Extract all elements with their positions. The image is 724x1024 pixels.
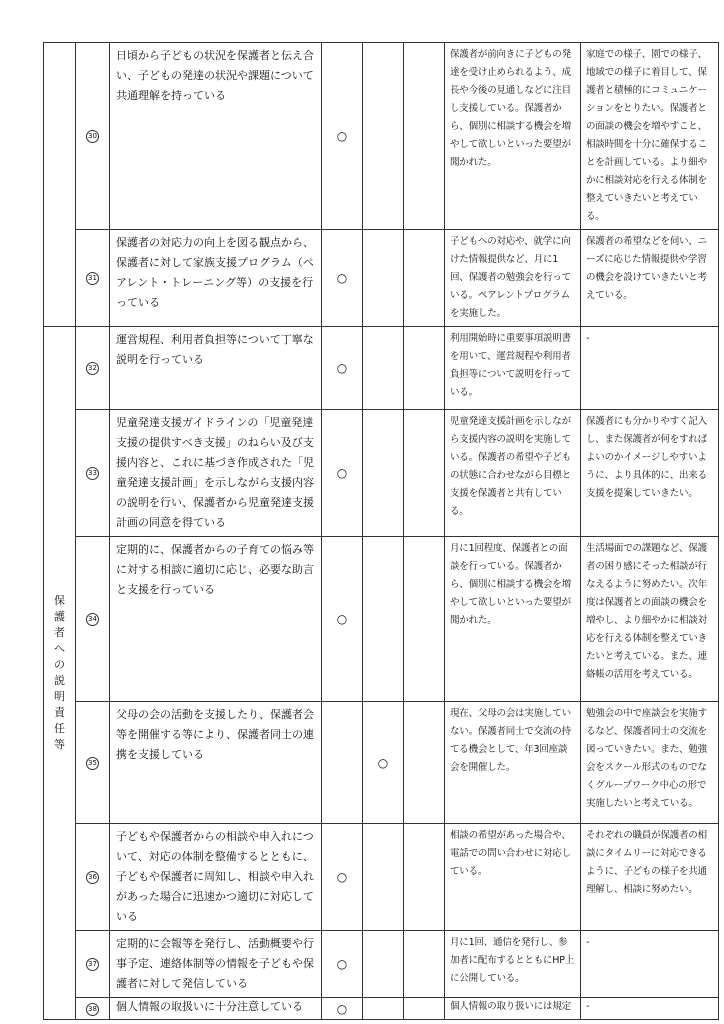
plan-text: 保護者の希望などを伺い、ニーズに応じた情報提供や学習の機会を設けていきたいと考えている。 bbox=[581, 230, 719, 327]
plan-text: 家庭での様子、園での様子、地域での様子に着目して、保護者と積極的にコミュニケーションをとりたい。保護者との面談の機会を増やすこと、相談時間を十分に確保することを計画している。より細やかに相談対応を行える体制を整えていきたいと考えている。 bbox=[581, 43, 719, 230]
partial-mark bbox=[363, 998, 404, 1020]
no-mark bbox=[404, 410, 445, 537]
table-row bbox=[44, 43, 719, 230]
partial-mark bbox=[363, 537, 404, 702]
category-char: 任 bbox=[54, 722, 65, 735]
category-char: 責 bbox=[54, 706, 65, 719]
item-number: 34 bbox=[76, 537, 110, 702]
plan-text: - bbox=[581, 931, 719, 998]
table-row bbox=[44, 230, 719, 327]
item-text: 定期的に会報等を発行し、活動概要や行事予定、連絡体制等の情報を子どもや保護者に対して発信している bbox=[110, 931, 322, 998]
item-text: 児童発達支援ガイドラインの「児童発達支援の提供すべき支援」のねらい及び支援内容と、これに基づき作成された「児童発達支援計画」を示しながら支援内容の説明を行い、保護者から児童発達支援計画の同意を得ている bbox=[110, 410, 322, 537]
category-char: 保 bbox=[54, 594, 65, 607]
no-mark bbox=[404, 327, 445, 410]
item-number: 32 bbox=[76, 327, 110, 410]
no-mark bbox=[404, 824, 445, 931]
category-label bbox=[44, 593, 75, 753]
no-mark bbox=[404, 998, 445, 1020]
partial-mark bbox=[363, 410, 404, 537]
category-char: の bbox=[54, 658, 65, 671]
item-text: 個人情報の取扱いに十分注意している bbox=[110, 998, 322, 1020]
partial-mark bbox=[363, 824, 404, 931]
status-text: 現在、父母の会は実施していない。保護者同士で交流の持てる機会として、年3回座談会を開催した。 bbox=[445, 702, 581, 824]
no-mark bbox=[404, 230, 445, 327]
item-text: 日頃から子どもの状況を保護者と伝え合い、子どもの発達の状況や課題について共通理解を持っている bbox=[110, 43, 322, 230]
yes-mark: ○ bbox=[322, 43, 363, 230]
item-number: 33 bbox=[76, 410, 110, 537]
item-number: 36 bbox=[76, 824, 110, 931]
category-char: 等 bbox=[54, 738, 65, 751]
category-char: 者 bbox=[54, 626, 65, 639]
item-number: 35 bbox=[76, 702, 110, 824]
evaluation-table bbox=[43, 42, 719, 1020]
plan-text: 保護者にも分かりやすく記入し、また保護者が何をすればよいのかイメージしやすいように、より具体的に、出来る支援を提案していきたい。 bbox=[581, 410, 719, 537]
plan-text: それぞれの職員が保護者の相談にタイムリーに対応できるように、子どもの様子を共通理解し、相談に努めたい。 bbox=[581, 824, 719, 931]
table-row bbox=[44, 931, 719, 998]
plan-text: 勉強会の中で座談会を実施するなど、保護者同士の交流を図っていきたい。また、勉強会をスクール形式のものでなくグループワーク中心の形で実施したいと考えている。 bbox=[581, 702, 719, 824]
category-cell-prev bbox=[44, 43, 76, 327]
table-row bbox=[44, 537, 719, 702]
yes-mark: ○ bbox=[322, 537, 363, 702]
table-row bbox=[44, 998, 719, 1020]
yes-mark bbox=[322, 702, 363, 824]
category-char: 護 bbox=[54, 610, 65, 623]
no-mark bbox=[404, 537, 445, 702]
category-char: 明 bbox=[54, 690, 65, 703]
item-text: 保護者の対応力の向上を図る観点から、保護者に対して家族支援プログラム（ペアレント・トレーニング等）の支援を行っている bbox=[110, 230, 322, 327]
item-number: 38 bbox=[76, 998, 110, 1020]
table-row bbox=[44, 824, 719, 931]
status-text: 相談の希望があった場合や、電話での問い合わせに対応している。 bbox=[445, 824, 581, 931]
yes-mark: ○ bbox=[322, 931, 363, 998]
item-text: 子どもや保護者からの相談や申入れについて、対応の体制を整備するとともに、子どもや保護者に周知し、相談や申入れがあった場合に迅速かつ適切に対応している bbox=[110, 824, 322, 931]
yes-mark: ○ bbox=[322, 824, 363, 931]
status-text: 利用開始時に重要事項説明書を用いて、運営規程や利用者負担等について説明を行っている。 bbox=[445, 327, 581, 410]
partial-mark bbox=[363, 327, 404, 410]
category-char: へ bbox=[54, 642, 65, 655]
status-text: 個人情報の取り扱いには規定 bbox=[445, 998, 581, 1020]
partial-mark bbox=[363, 43, 404, 230]
category-cell-accountability bbox=[44, 327, 76, 1020]
status-text: 保護者が前向きに子どもの発達を受け止められるよう、成長や今後の見通しなどに注目し支援している。保護者から、個別に相談する機会を増やして欲しいといった要望が聞かれた。 bbox=[445, 43, 581, 230]
item-number: 31 bbox=[76, 230, 110, 327]
partial-mark bbox=[363, 230, 404, 327]
no-mark bbox=[404, 931, 445, 998]
yes-mark: ○ bbox=[322, 410, 363, 537]
plan-text: - bbox=[581, 998, 719, 1020]
status-text: 月に1回、通信を発行し、参加者に配布するとともにHP上に公開している。 bbox=[445, 931, 581, 998]
no-mark bbox=[404, 43, 445, 230]
yes-mark: ○ bbox=[322, 998, 363, 1020]
category-char: 説 bbox=[54, 674, 65, 687]
item-number: 30 bbox=[76, 43, 110, 230]
table-row bbox=[44, 410, 719, 537]
status-text: 月に1回程度、保護者との面談を行っている。保護者から、個別に相談する機会を増やして欲しいといった要望が聞かれた。 bbox=[445, 537, 581, 702]
partial-mark bbox=[363, 931, 404, 998]
table-row bbox=[44, 702, 719, 824]
status-text: 子どもへの対応や、就学に向けた情報提供など、月に1回、保護者の勉強会を行っている。ペアレントプログラムを実施した。 bbox=[445, 230, 581, 327]
status-text: 児童発達支援計画を示しながら支援内容の説明を実施している。保護者の希望や子どもの状態に合わせながら目標と支援を保護者と共有している。 bbox=[445, 410, 581, 537]
yes-mark: ○ bbox=[322, 327, 363, 410]
item-text: 運営規程、利用者負担等について丁寧な説明を行っている bbox=[110, 327, 322, 410]
item-text: 定期的に、保護者からの子育ての悩み等に対する相談に適切に応じ、必要な助言と支援を行っている bbox=[110, 537, 322, 702]
plan-text: - bbox=[581, 327, 719, 410]
plan-text: 生活場面での課題など、保護者の困り感にそった相談が行なえるように努めたい。次年度は保護者との面談の機会を増やし、より細やかに相談対応を行える体制を整えていきたいと考えている。また、連絡帳の活用を考えている。 bbox=[581, 537, 719, 702]
yes-mark: ○ bbox=[322, 230, 363, 327]
item-number: 37 bbox=[76, 931, 110, 998]
partial-mark: ○ bbox=[363, 702, 404, 824]
item-text: 父母の会の活動を支援したり、保護者会等を開催する等により、保護者同士の連携を支援している bbox=[110, 702, 322, 824]
no-mark bbox=[404, 702, 445, 824]
table-row bbox=[44, 327, 719, 410]
